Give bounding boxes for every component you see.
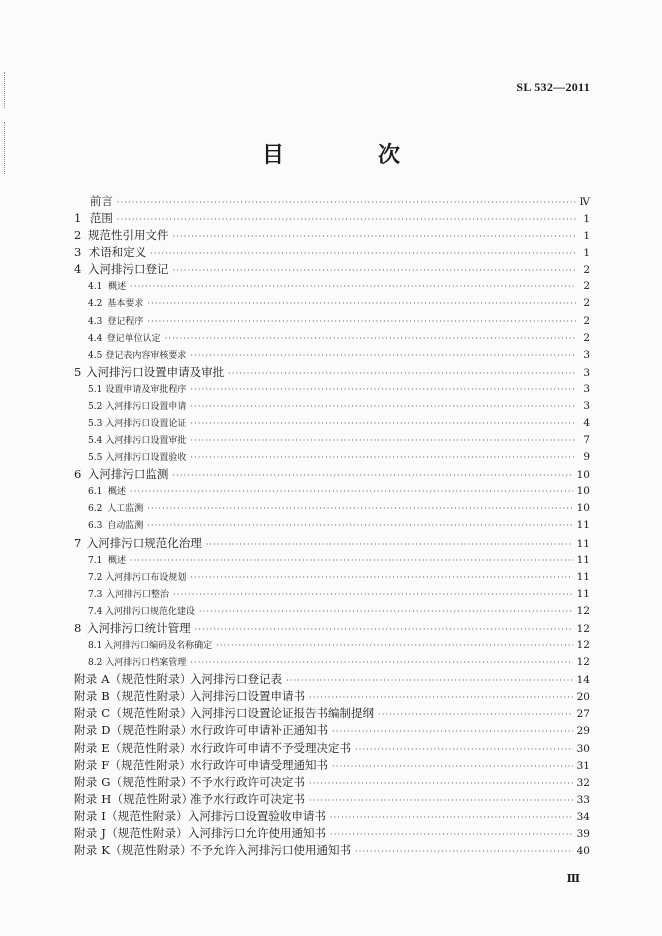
page-number: Ⅲ	[566, 872, 580, 885]
dot-leader	[332, 758, 573, 775]
toc-entry[interactable]	[74, 449, 590, 466]
toc-entry-number: 5.4	[88, 436, 103, 447]
dot-leader	[228, 365, 576, 382]
toc-entry-label: 入河排污口编码及名称确定	[104, 641, 213, 652]
dot-leader	[173, 262, 577, 279]
dot-leader	[147, 313, 576, 330]
toc-entry[interactable]	[74, 415, 590, 432]
toc-entry[interactable]	[74, 500, 590, 517]
toc-entry-number: 4	[74, 262, 82, 277]
toc-entry-label: 入河排污口设置论证报告书编制提纲	[190, 706, 374, 721]
toc-entry-page: 3	[583, 366, 590, 379]
toc-entry-label: 入河排污口设置申请及审批	[86, 364, 225, 379]
toc-entry[interactable]	[74, 330, 590, 347]
toc-entry-number: 8.2	[88, 658, 103, 669]
toc-entry-label: 登记表内容审核要求	[105, 350, 187, 361]
toc-entry[interactable]	[74, 466, 590, 483]
toc-entry-label: 入河排污口设置申请书	[190, 689, 305, 704]
toc-entry-label: 概述	[108, 282, 127, 293]
toc-entry-label: 自动监测	[107, 521, 144, 532]
toc-entry[interactable]	[74, 210, 590, 227]
toc-entry[interactable]	[74, 654, 590, 671]
dot-leader	[286, 672, 573, 689]
toc-entry-page: 11	[576, 570, 590, 583]
toc-entry-page: 10	[576, 485, 590, 498]
toc-entry-label: 不予允许入河排污口使用通知书	[190, 842, 351, 857]
toc-entry[interactable]	[74, 688, 590, 705]
dot-leader	[190, 381, 576, 398]
toc-entry[interactable]	[74, 398, 590, 415]
scan-margin-mark	[4, 72, 8, 108]
toc-entry-number: 附录 I（规范性附录）	[74, 808, 188, 823]
toc-entry-page: 2	[583, 331, 590, 344]
toc-entry-label: 入河排污口统计管理	[87, 620, 191, 635]
toc-entry-page: 39	[576, 827, 590, 840]
toc-entry-number: 5.5	[88, 453, 103, 464]
toc-entry[interactable]	[74, 552, 590, 569]
toc-entry-label: 概述	[107, 555, 126, 566]
dot-leader	[190, 449, 576, 466]
toc-entry-page: 2	[583, 314, 590, 327]
toc-entry-label: 入河排污口规范化建设	[104, 606, 195, 617]
toc-entry-label: 基本要求	[107, 299, 144, 310]
dot-leader	[190, 398, 576, 415]
dot-leader	[378, 706, 573, 723]
toc-entry-number: 7.3	[88, 589, 103, 600]
toc-entry[interactable]	[74, 620, 590, 637]
toc-entry[interactable]	[74, 261, 590, 278]
toc-entry-number: 附录 B（规范性附录）	[74, 689, 192, 704]
page-title: 目 次	[261, 142, 436, 168]
toc-entry-page: 1	[583, 247, 590, 260]
toc-entry-number: 附录 D（规范性附录）	[74, 723, 193, 738]
toc-entry[interactable]	[74, 825, 590, 842]
toc-entry[interactable]	[74, 535, 590, 552]
toc-entry-number: 7	[74, 535, 82, 550]
toc-entry-page: 3	[583, 348, 590, 361]
toc-entry[interactable]	[74, 586, 590, 603]
toc-entry-number: 4.4	[88, 333, 103, 344]
toc-entry-label: 入河排污口设置申请	[105, 401, 187, 412]
toc-entry-label: 准予水行政许可决定书	[190, 791, 305, 806]
toc-entry-page: 7	[583, 434, 590, 447]
dot-leader	[190, 347, 576, 364]
dot-leader	[206, 536, 573, 553]
dot-leader	[150, 245, 576, 262]
toc-entry-page: 12	[576, 639, 590, 652]
toc-entry[interactable]	[74, 757, 590, 774]
toc-entry-number: 8	[74, 620, 82, 635]
dot-leader	[190, 432, 576, 449]
toc-entry-number: 附录 J（规范性附录）	[74, 825, 188, 840]
dot-leader	[172, 467, 572, 484]
toc-entry-page: 32	[576, 776, 590, 789]
toc-entry-number: 6	[74, 467, 82, 482]
dot-leader	[195, 621, 573, 638]
toc-entry[interactable]	[74, 432, 590, 449]
dot-leader	[147, 500, 572, 517]
toc-entry-page: Ⅳ	[579, 196, 590, 208]
toc-entry[interactable]	[74, 774, 590, 791]
toc-entry-label: 入河排污口设置审批	[105, 436, 187, 447]
dot-leader	[117, 211, 576, 228]
toc-entry-label: 入河排污口允许使用通知书	[187, 825, 326, 840]
toc-entry[interactable]	[74, 278, 590, 295]
dot-leader	[332, 723, 573, 740]
toc-entry-number: 附录 E（规范性附录）	[74, 740, 192, 755]
toc-entry-number: 5.1	[88, 384, 103, 395]
toc-entry[interactable]	[74, 244, 590, 261]
toc-entry-number: 5.2	[88, 401, 103, 412]
dot-leader	[130, 552, 573, 569]
toc-entry[interactable]	[74, 705, 590, 722]
toc-entry-label: 规范性引用文件	[88, 228, 169, 243]
toc-entry-label: 入河排污口档案管理	[105, 658, 187, 669]
toc-entry-page: 40	[576, 844, 590, 857]
toc-entry-page: 2	[583, 297, 590, 310]
dot-leader	[190, 569, 572, 586]
toc-entry-number: 附录 G（规范性附录）	[74, 774, 193, 789]
toc-entry-number: 4.1	[88, 282, 103, 293]
dot-leader	[330, 809, 573, 826]
toc-entry[interactable]	[74, 842, 590, 859]
toc-entry-number: 8.1	[88, 641, 103, 652]
toc-entry-label: 入河排污口登记	[88, 262, 169, 277]
toc-entry-number: 附录 K（规范性附录）	[74, 842, 192, 857]
toc-entry-number: 附录 A（规范性附录）	[74, 672, 192, 687]
toc-entry-number: 4.2	[88, 299, 103, 310]
toc-entry[interactable]	[74, 722, 590, 739]
toc-entry[interactable]	[74, 381, 590, 398]
toc-entry-label: 水行政许可申请不予受理决定书	[190, 740, 351, 755]
dot-leader	[165, 330, 576, 347]
toc-entry-page: 3	[583, 399, 590, 412]
toc-entry-number: 附录 C（规范性附录）	[74, 706, 193, 721]
toc-entry-number: 7.4	[88, 606, 103, 617]
dot-leader	[199, 603, 573, 620]
toc-entry-number: 6.3	[88, 521, 103, 532]
toc-entry[interactable]	[74, 517, 590, 534]
toc-entry-label: 范围	[89, 211, 113, 226]
toc-entry-number: 附录 F（规范性附录）	[74, 757, 192, 772]
dot-leader	[147, 517, 572, 534]
toc-entry-label: 水行政许可申请受理通知书	[190, 757, 328, 772]
toc-entry-label: 不予水行政许可决定书	[190, 774, 305, 789]
toc-entry-number: 4.3	[88, 316, 103, 327]
toc-entry[interactable]	[74, 483, 590, 500]
toc-entry-page: 12	[576, 656, 590, 669]
toc-entry-page: 12	[576, 622, 590, 635]
standard-code: SL 532—2011	[516, 80, 590, 94]
toc-entry-page: 12	[576, 604, 590, 617]
toc-entry-page: 4	[583, 417, 590, 430]
toc-entry-number: 1	[74, 211, 82, 226]
toc-entry[interactable]	[74, 193, 590, 210]
toc-entry[interactable]	[74, 740, 590, 757]
toc-entry-label: 入河排污口布设规划	[105, 572, 187, 583]
toc-entry-page: 11	[576, 587, 590, 600]
toc-entry-page: 20	[576, 691, 590, 704]
toc-entry[interactable]	[74, 671, 590, 688]
toc-entry[interactable]	[74, 313, 590, 330]
dot-leader	[330, 826, 573, 843]
toc-entry-label: 登记单位认定	[106, 333, 161, 344]
dot-leader	[147, 295, 576, 312]
toc-entry-page: 33	[576, 793, 590, 806]
toc-entry-page: 2	[583, 280, 590, 293]
toc-entry[interactable]	[74, 364, 590, 381]
dot-leader	[309, 775, 573, 792]
toc-entry-page: 27	[576, 708, 590, 721]
toc-entry[interactable]	[74, 569, 590, 586]
table-of-contents	[74, 193, 590, 859]
toc-entry-number: 附录 H（规范性附录）	[74, 791, 194, 806]
toc-entry-number: 3	[74, 245, 82, 260]
dot-leader	[173, 228, 577, 245]
toc-entry-label: 水行政许可申请补正通知书	[190, 723, 328, 738]
dot-leader	[216, 637, 573, 654]
toc-entry-number: 5	[74, 364, 82, 379]
dot-leader	[309, 792, 573, 809]
toc-entry-page: 34	[576, 810, 590, 823]
toc-entry-label: 入河排污口登记表	[190, 672, 282, 687]
dot-leader	[309, 689, 573, 706]
toc-entry-label: 入河排污口监测	[87, 467, 169, 482]
toc-entry-label: 人工监测	[107, 504, 144, 515]
toc-entry-number: 5.3	[88, 419, 103, 430]
toc-entry-page: 11	[576, 553, 590, 566]
dot-leader	[117, 194, 576, 211]
toc-entry[interactable]	[74, 603, 590, 620]
toc-entry-number: 4.5	[88, 350, 103, 361]
toc-entry-label: 入河排污口设置验收申请书	[187, 808, 326, 823]
toc-entry-page: 3	[583, 382, 590, 395]
toc-entry-page: 10	[576, 502, 590, 515]
dot-leader	[190, 654, 572, 671]
toc-entry-number: 2	[74, 228, 82, 243]
toc-entry-label: 设置申请及审批程序	[105, 384, 187, 395]
toc-entry-page: 1	[583, 213, 590, 226]
toc-entry-number: 7.1	[88, 555, 103, 566]
toc-entry-number: 6.2	[88, 504, 103, 515]
toc-entry-number: 6.1	[88, 487, 103, 498]
toc-entry-label: 入河排污口整治	[106, 589, 170, 600]
toc-entry[interactable]	[74, 347, 590, 364]
toc-entry-label: 入河排污口规范化治理	[86, 535, 202, 550]
toc-entry-label: 入河排污口设置验收	[105, 453, 187, 464]
toc-entry-page: 31	[576, 759, 590, 772]
dot-leader	[130, 278, 576, 295]
toc-entry-page: 29	[576, 725, 590, 738]
dot-leader	[173, 586, 573, 603]
toc-entry-page: 14	[576, 674, 590, 687]
toc-entry-label: 登记程序	[107, 316, 144, 327]
dot-leader	[355, 741, 573, 758]
toc-entry[interactable]	[74, 808, 590, 825]
toc-entry-page: 30	[576, 742, 590, 755]
toc-entry-page: 11	[576, 537, 590, 550]
toc-entry-number: 7.2	[88, 572, 103, 583]
toc-entry-page: 1	[583, 230, 590, 243]
dot-leader	[130, 483, 573, 500]
toc-entry-page: 11	[576, 519, 590, 532]
dot-leader	[355, 843, 573, 860]
toc-entry[interactable]	[74, 227, 590, 244]
toc-entry-page: 2	[583, 264, 590, 277]
toc-entry-label: 术语和定义	[88, 245, 147, 260]
toc-entry-page: 9	[583, 451, 590, 464]
dot-leader	[190, 415, 576, 432]
toc-entry-label: 入河排污口设置论证	[105, 419, 187, 430]
toc-entry-label: 前言	[89, 194, 113, 208]
toc-entry-page: 10	[576, 469, 590, 482]
toc-entry[interactable]	[74, 295, 590, 312]
toc-entry-label: 概述	[107, 487, 126, 498]
toc-entry[interactable]	[74, 637, 590, 654]
toc-entry[interactable]	[74, 791, 590, 808]
